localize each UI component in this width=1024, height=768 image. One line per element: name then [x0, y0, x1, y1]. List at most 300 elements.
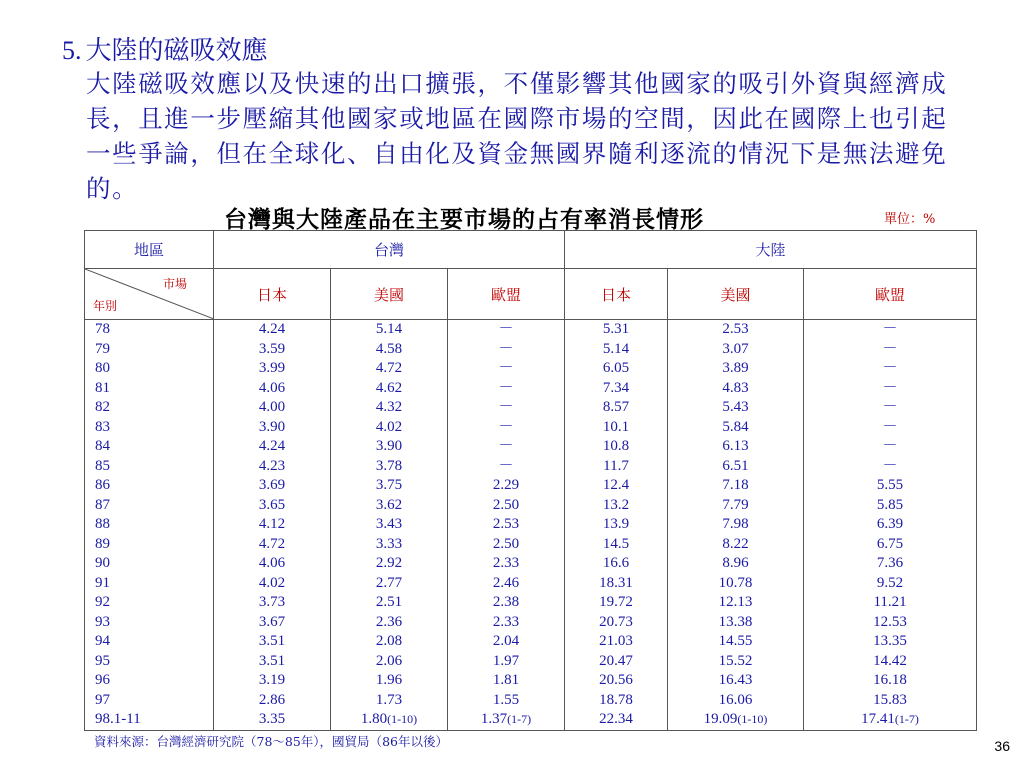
cell-value — [668, 457, 803, 477]
corner-market-label: 市場 — [162, 277, 187, 291]
cell-value — [331, 359, 447, 379]
cell-number: 7.34 — [602, 379, 630, 396]
cell-value — [804, 613, 976, 633]
cell-number: 4.62 — [375, 379, 403, 396]
year-value: 80 — [95, 360, 110, 376]
cell-value — [565, 632, 667, 652]
cell-number: 20.47 — [599, 652, 633, 669]
cell-number: 16.43 — [718, 672, 753, 688]
corner-header-cell — [85, 269, 214, 320]
cell-number: 10.78 — [718, 574, 753, 591]
cell-number: 2.06 — [375, 652, 403, 669]
cell-value — [448, 496, 564, 516]
cell-number: 3.99 — [258, 360, 286, 376]
tw-us-column — [331, 320, 447, 730]
cell-number: 8.96 — [722, 555, 749, 571]
cell-number: － — [498, 457, 514, 474]
table-title: 台灣與大陸產品在主要市場的占有率消長情形 — [224, 206, 704, 233]
cell-value — [331, 496, 447, 516]
cell-value — [214, 710, 330, 730]
cell-number: 3.07 — [722, 340, 749, 357]
year-value: 81 — [95, 379, 110, 396]
table-header-region-row — [85, 231, 977, 269]
cell-value — [331, 554, 447, 574]
cell-number: 3.65 — [258, 496, 286, 513]
cell-value — [565, 476, 667, 496]
cell-value — [804, 710, 976, 730]
cell-number: － — [882, 321, 898, 337]
cell-number: 8.57 — [602, 399, 630, 415]
cell-value — [331, 340, 447, 360]
cell-number: 5.55 — [876, 477, 904, 493]
cell-value — [565, 652, 667, 672]
cell-number: 22.34 — [599, 711, 633, 727]
cell-value — [331, 437, 447, 457]
cell-number: － — [498, 418, 514, 435]
period-note: (1-10) — [387, 712, 418, 726]
cell-value — [668, 340, 803, 360]
cell-number: 3.75 — [375, 477, 403, 493]
cell-value — [565, 710, 667, 730]
year-column — [85, 320, 213, 730]
cell-value — [214, 691, 330, 711]
year-value: 82 — [95, 399, 110, 415]
year-value: 96 — [95, 672, 110, 688]
cell-number: 11.7 — [603, 457, 629, 474]
cell-number: 13.38 — [718, 613, 753, 630]
cn-eu-cell — [804, 320, 977, 731]
cell-value — [331, 671, 447, 691]
cell-value — [448, 691, 564, 711]
cell-value — [804, 398, 976, 418]
cell-number: 3.73 — [258, 594, 286, 610]
cell-number: 7.18 — [722, 477, 749, 493]
cell-number: － — [882, 438, 898, 454]
year-value: 88 — [95, 516, 110, 532]
period-note: (1-7) — [894, 712, 919, 726]
cell-number: 18.31 — [599, 574, 633, 591]
cell-value — [668, 613, 803, 633]
cell-value — [331, 710, 447, 730]
cell-value — [331, 691, 447, 711]
cell-value — [214, 379, 330, 399]
cell-number: 14.42 — [873, 652, 907, 669]
cell-number: 1.81 — [492, 672, 520, 688]
cell-number: 3.78 — [375, 457, 403, 474]
cell-number: 2.53 — [492, 516, 520, 532]
table-header-market-row — [85, 269, 977, 320]
cell-value — [448, 632, 564, 652]
cell-value — [448, 340, 564, 360]
cell-value — [565, 437, 667, 457]
source-note: 資料來源：台灣經濟研究院（78～85年），國貿局（86年以後） — [94, 734, 448, 749]
cell-value — [214, 593, 330, 613]
cell-value — [448, 457, 564, 477]
cell-number: 2.33 — [492, 613, 520, 630]
year-value: 83 — [95, 418, 110, 435]
cell-number: 1.97 — [492, 652, 520, 669]
cell-value — [565, 613, 667, 633]
cell-value — [804, 652, 976, 672]
cell-value — [448, 515, 564, 535]
cell-value — [448, 535, 564, 555]
cell-number: － — [498, 399, 514, 415]
cell-value — [668, 515, 803, 535]
cell-number: 6.05 — [602, 360, 630, 376]
cell-value — [804, 632, 976, 652]
cell-number: － — [498, 360, 514, 376]
cell-value — [448, 710, 564, 730]
cell-number: 14.55 — [718, 633, 753, 649]
cell-value — [804, 359, 976, 379]
cell-value — [448, 320, 564, 340]
cell-number: 3.90 — [375, 438, 403, 454]
cell-value — [668, 574, 803, 594]
year-value: 79 — [95, 340, 110, 357]
tw-us-cell — [331, 320, 448, 731]
cell-number: 4.06 — [258, 555, 286, 571]
cell-number: 2.29 — [492, 477, 520, 493]
cell-value — [214, 671, 330, 691]
cell-value — [331, 457, 447, 477]
cell-number: 4.83 — [722, 379, 749, 396]
cell-number: 2.86 — [258, 691, 286, 708]
cell-number: 6.51 — [722, 457, 749, 474]
cell-number: 5.85 — [876, 496, 904, 513]
cell-value — [565, 340, 667, 360]
cell-number: 4.00 — [258, 399, 286, 415]
cell-number: 20.56 — [599, 672, 633, 688]
year-value: 98.1-11 — [95, 711, 141, 727]
table-unit: 單位：% — [884, 212, 936, 227]
cell-number: 13.35 — [873, 633, 907, 649]
cell-value — [331, 632, 447, 652]
cell-value — [565, 593, 667, 613]
cell-number: 5.43 — [722, 399, 749, 415]
cell-value — [804, 515, 976, 535]
cell-number: 3.89 — [722, 360, 749, 376]
cell-value — [448, 379, 564, 399]
cell-value — [565, 496, 667, 516]
cell-value — [668, 476, 803, 496]
cell-number: 3.90 — [258, 418, 286, 435]
cell-number: 3.67 — [258, 613, 286, 630]
cell-value — [214, 574, 330, 594]
cell-number: 1.37 — [480, 711, 508, 727]
tw-japan-cell — [214, 320, 331, 731]
cell-value — [331, 476, 447, 496]
period-note: (1-10) — [737, 712, 768, 726]
cell-number: 13.2 — [602, 496, 630, 513]
cell-value — [668, 554, 803, 574]
year-value: 84 — [95, 438, 110, 454]
cell-number: 4.02 — [375, 418, 403, 435]
cell-value — [448, 398, 564, 418]
cell-number: 19.72 — [599, 594, 633, 610]
cell-value — [214, 359, 330, 379]
year-value: 91 — [95, 574, 110, 591]
cell-value — [668, 535, 803, 555]
cell-number: 7.36 — [876, 555, 904, 571]
cell-number: 4.72 — [375, 360, 403, 376]
cell-value — [214, 613, 330, 633]
cell-number: 2.08 — [375, 633, 403, 649]
cell-number: － — [498, 321, 514, 337]
cell-value — [804, 340, 976, 360]
cn-eu-column — [804, 320, 976, 730]
cell-value — [804, 496, 976, 516]
cell-value — [565, 379, 667, 399]
cell-value — [214, 515, 330, 535]
section-title: 大陸的磁吸效應 — [85, 36, 268, 66]
cell-number: 16.06 — [718, 691, 753, 708]
cell-value — [331, 574, 447, 594]
market-header-tw-us: 美國 — [331, 269, 448, 320]
cell-number: 4.02 — [258, 574, 286, 591]
cell-value — [448, 613, 564, 633]
cell-value — [804, 554, 976, 574]
cell-number: 5.14 — [602, 340, 630, 357]
cell-number: 5.14 — [375, 321, 403, 337]
cell-number: 1.80 — [360, 711, 388, 727]
cell-value — [668, 632, 803, 652]
cell-number: 14.5 — [602, 535, 630, 552]
cell-value — [331, 652, 447, 672]
cell-value — [565, 398, 667, 418]
cell-value — [565, 515, 667, 535]
cell-value — [668, 671, 803, 691]
cn-us-column — [668, 320, 803, 730]
year-value: 93 — [95, 613, 110, 630]
cell-number: － — [882, 457, 898, 474]
cell-number: 15.52 — [718, 652, 753, 669]
cell-number: 4.32 — [375, 399, 403, 415]
section-number: 5. — [62, 36, 82, 65]
cell-number: － — [498, 438, 514, 454]
cell-number: 16.6 — [602, 555, 630, 571]
cell-value — [668, 320, 803, 340]
period-note: (1-7) — [507, 712, 532, 726]
cell-number: 3.51 — [258, 633, 286, 649]
page-number: 36 — [994, 738, 1010, 754]
cell-number: 18.78 — [599, 691, 633, 708]
cell-number: － — [882, 360, 898, 376]
cell-number: － — [882, 418, 898, 435]
cell-number: 3.51 — [258, 652, 286, 669]
cell-value — [804, 671, 976, 691]
cell-number: 6.13 — [722, 438, 749, 454]
body-paragraph: 大陸磁吸效應以及快速的出口擴張，不僅影響其他國家的吸引外資與經濟成長，且進一步壓縮其他國家或地區在國際市場的空間，因此在國際上也引起一些爭論，但在全球化、自由化及資金無國界隨利逐流的情況下是無法避免的。 — [86, 69, 948, 203]
cell-value — [448, 554, 564, 574]
cn-us-cell — [668, 320, 804, 731]
cell-number: 12.53 — [873, 613, 907, 630]
year-value: 87 — [95, 496, 110, 513]
cell-number: 3.35 — [258, 711, 286, 727]
cell-number: 12.4 — [602, 477, 630, 493]
cell-number: 8.22 — [722, 535, 749, 552]
cell-number: 3.19 — [258, 672, 286, 688]
cell-number: 1.73 — [375, 691, 403, 708]
market-header-cn-japan: 日本 — [565, 269, 668, 320]
year-value: 94 — [95, 633, 110, 649]
cell-number: 2.77 — [375, 574, 403, 591]
cell-number: 2.50 — [492, 496, 520, 513]
cell-value — [331, 398, 447, 418]
cell-number: － — [882, 379, 898, 396]
cell-value — [804, 691, 976, 711]
cell-number: 3.62 — [375, 496, 403, 513]
cell-number: － — [882, 340, 898, 357]
cell-number: 4.58 — [375, 340, 403, 357]
cell-value — [668, 691, 803, 711]
cell-number: 10.8 — [602, 438, 630, 454]
cell-value — [804, 457, 976, 477]
cell-value — [565, 691, 667, 711]
cell-number: 21.03 — [599, 633, 633, 649]
cell-value — [804, 535, 976, 555]
cell-number: 20.73 — [599, 613, 633, 630]
cell-value — [214, 652, 330, 672]
cell-value — [331, 320, 447, 340]
cell-value — [214, 320, 330, 340]
cell-value — [565, 535, 667, 555]
cell-value — [214, 535, 330, 555]
cell-value — [668, 418, 803, 438]
cell-value — [565, 457, 667, 477]
cell-value — [214, 554, 330, 574]
cell-number: 2.33 — [492, 555, 520, 571]
cell-number: － — [882, 399, 898, 415]
cell-value — [448, 476, 564, 496]
cell-number: 2.53 — [722, 321, 749, 337]
cell-number: 6.39 — [876, 516, 904, 532]
cell-number: 12.13 — [718, 594, 753, 610]
cell-value — [804, 437, 976, 457]
cell-number: 15.83 — [873, 691, 907, 708]
table-body-row — [85, 320, 977, 731]
cell-value — [448, 574, 564, 594]
cell-number: 1.55 — [492, 691, 520, 708]
cell-number: 2.36 — [375, 613, 403, 630]
cell-number: 1.96 — [375, 672, 403, 688]
cell-number: 9.52 — [876, 574, 904, 591]
cell-number: 5.84 — [722, 418, 749, 435]
cell-value — [565, 574, 667, 594]
region-header-cell: 地區 — [85, 231, 214, 269]
cell-number: 7.79 — [722, 496, 749, 513]
cell-number: 4.24 — [258, 321, 286, 337]
year-value: 86 — [95, 477, 110, 493]
market-header-tw-eu: 歐盟 — [448, 269, 565, 320]
cell-number: 4.24 — [258, 438, 286, 454]
cell-number: － — [498, 340, 514, 357]
year-value: 85 — [95, 457, 110, 474]
cell-value — [565, 359, 667, 379]
cell-number: 2.46 — [492, 574, 520, 591]
cell-value — [214, 340, 330, 360]
cell-number: 19.09 — [703, 711, 738, 727]
cell-number: 2.04 — [492, 633, 520, 649]
cell-value — [804, 476, 976, 496]
cell-number: 17.41 — [861, 711, 895, 727]
cell-number: 11.21 — [873, 594, 907, 610]
cell-number: 4.12 — [258, 516, 286, 532]
cell-value — [214, 398, 330, 418]
cell-value — [668, 710, 803, 730]
cell-value — [214, 437, 330, 457]
cell-value — [448, 437, 564, 457]
cell-value — [804, 320, 976, 340]
year-value: 97 — [95, 691, 110, 708]
year-value: 89 — [95, 535, 110, 552]
cell-value — [804, 418, 976, 438]
cell-value — [804, 379, 976, 399]
cell-number: 2.92 — [375, 555, 403, 571]
cell-value — [214, 632, 330, 652]
cell-value — [214, 496, 330, 516]
cell-value — [804, 593, 976, 613]
cell-number: 3.69 — [258, 477, 286, 493]
cell-number: 2.51 — [375, 594, 403, 610]
cell-number: 6.75 — [876, 535, 904, 552]
cell-number: 5.31 — [602, 321, 630, 337]
year-column-cell — [85, 320, 214, 731]
market-header-tw-japan: 日本 — [214, 269, 331, 320]
cell-number: 4.06 — [258, 379, 286, 396]
cell-value — [448, 671, 564, 691]
cell-number: 7.98 — [722, 516, 749, 532]
cell-value — [668, 496, 803, 516]
cell-value — [668, 593, 803, 613]
cell-value — [331, 613, 447, 633]
cell-value — [448, 418, 564, 438]
section-heading — [62, 30, 268, 67]
cell-number: 4.72 — [258, 535, 286, 552]
cell-number: 3.59 — [258, 340, 286, 357]
cell-number: 2.50 — [492, 535, 520, 552]
taiwan-header-cell: 台灣 — [214, 231, 565, 269]
cell-value — [448, 593, 564, 613]
cell-number: 3.33 — [375, 535, 403, 552]
year-value: 92 — [95, 594, 110, 610]
cell-number: 4.23 — [258, 457, 286, 474]
cell-value — [214, 457, 330, 477]
cell-value — [668, 359, 803, 379]
cell-value — [448, 652, 564, 672]
cell-value — [331, 379, 447, 399]
cell-value — [331, 535, 447, 555]
cell-value — [331, 593, 447, 613]
year-value: 78 — [95, 321, 110, 337]
cn-japan-cell — [565, 320, 668, 731]
cell-number: 10.1 — [602, 418, 630, 435]
cell-value — [565, 320, 667, 340]
tw-japan-column — [214, 320, 330, 730]
cell-value — [448, 359, 564, 379]
cell-number: 13.9 — [602, 516, 630, 532]
cell-number: － — [498, 379, 514, 396]
cell-value — [565, 671, 667, 691]
tw-eu-column — [448, 320, 564, 730]
cell-value — [214, 418, 330, 438]
cell-value — [331, 515, 447, 535]
corner-year-label: 年別 — [93, 299, 118, 313]
market-share-table — [84, 230, 977, 731]
year-value: 90 — [95, 555, 110, 571]
cell-value — [565, 554, 667, 574]
market-header-cn-eu: 歐盟 — [804, 269, 977, 320]
cell-value — [565, 418, 667, 438]
